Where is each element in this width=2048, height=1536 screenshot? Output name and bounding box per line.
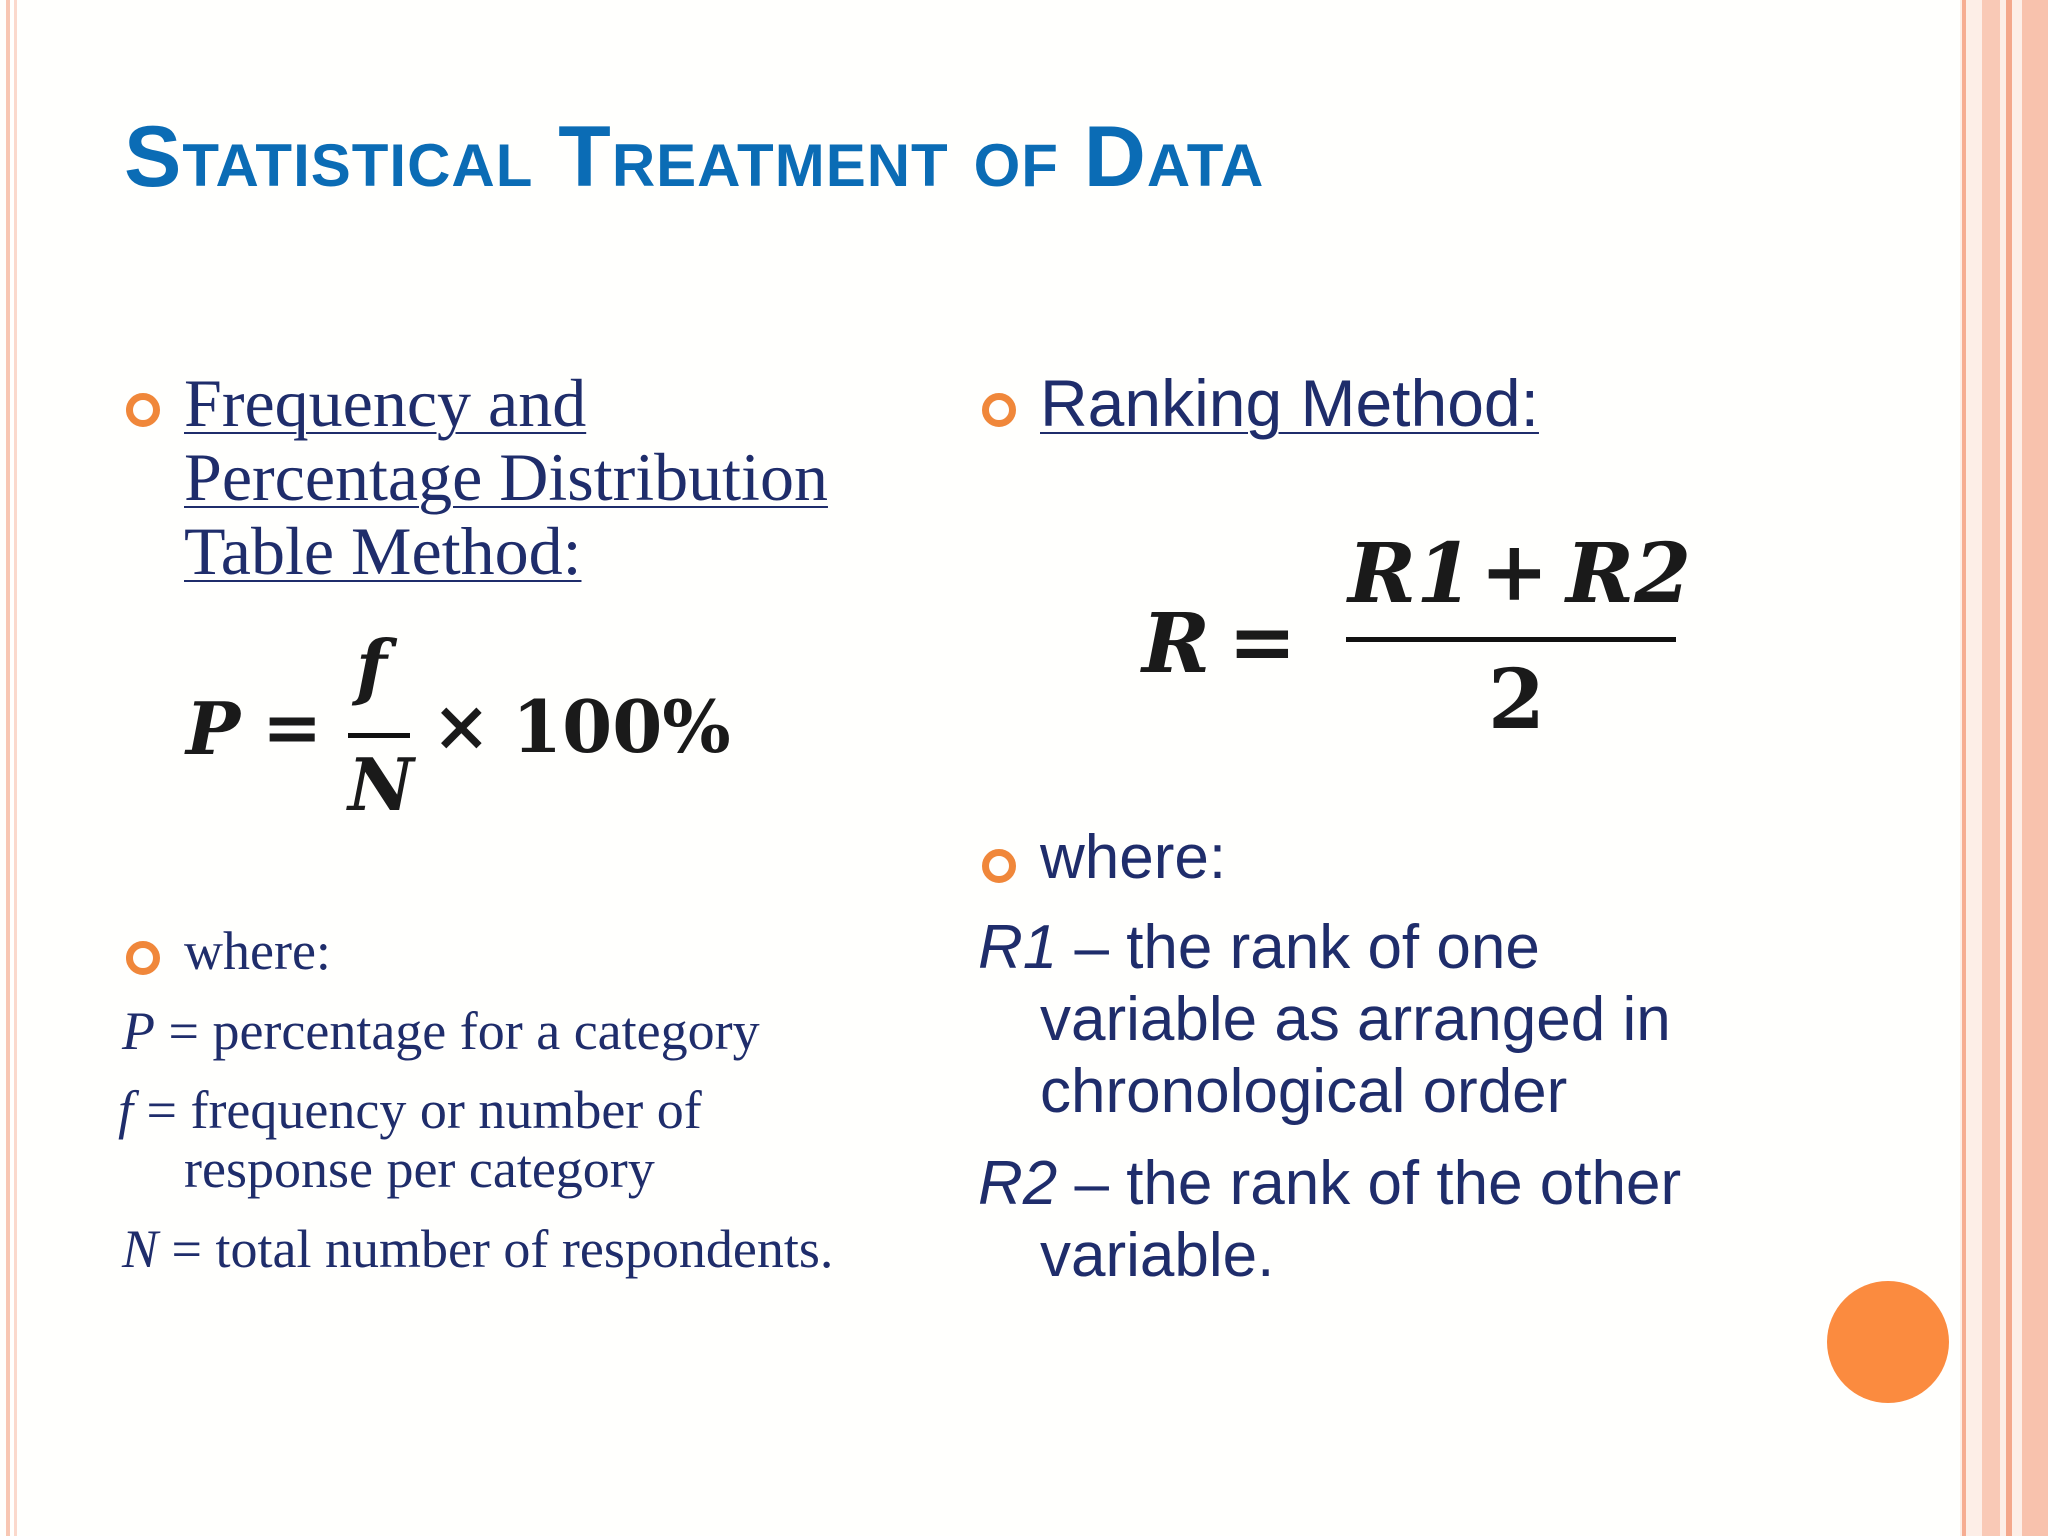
definition-r1-continuation: chronological order (1040, 1057, 1568, 1126)
definition-text: = percentage for a category (155, 1001, 760, 1061)
definition-r2-continuation: variable. (1040, 1221, 1275, 1290)
definition-symbol: R1 (978, 913, 1058, 982)
decorative-circle (1827, 1281, 1949, 1403)
right-border-stripe-4 (2022, 0, 2048, 1536)
formula-equals: = (1228, 594, 1297, 690)
definition-symbol: R2 (978, 1149, 1058, 1218)
bullet-icon (982, 849, 1016, 883)
fraction-bar (348, 733, 410, 738)
definition-symbol: f (118, 1080, 134, 1140)
definition-symbol: N (122, 1219, 159, 1279)
bullet-icon (126, 393, 160, 427)
formula-denominator: 2 (1488, 652, 1546, 748)
formula-lhs: R (1142, 596, 1211, 692)
definition-p (122, 1000, 760, 1062)
formula-numerator-a: R1 (1348, 526, 1474, 622)
bullet-icon (982, 393, 1016, 427)
formula-denominator: N (348, 742, 414, 827)
right-border-stripe-1 (1962, 0, 1966, 1536)
formula-constant: 100% (512, 684, 731, 769)
left-heading (184, 366, 874, 588)
definition-n (122, 1218, 833, 1280)
left-heading-line: Table Method: (184, 513, 582, 589)
slide-title: Statistical Treatment of Data (124, 109, 1265, 205)
left-heading-line: Percentage Distribution (184, 439, 828, 515)
definition-text: – the rank of one (1057, 913, 1540, 982)
definition-f (118, 1079, 702, 1141)
definition-r1-continuation: variable as arranged in (1040, 985, 1671, 1054)
right-border-stripe-3 (2006, 0, 2012, 1536)
definition-r1 (978, 912, 1540, 983)
formula-numerator: f (356, 624, 387, 709)
formula-equals: = (262, 684, 323, 769)
definition-symbol: P (122, 1001, 155, 1061)
right-border-stripe-2 (1982, 0, 2000, 1536)
formula-plus: + (1480, 524, 1549, 620)
right-heading: Ranking Method: (1040, 366, 1539, 440)
right-where-label: where: (1040, 823, 1227, 892)
left-border-stripe (6, 0, 10, 1536)
definition-text: = total number of respondents. (158, 1219, 834, 1279)
definition-text: = frequency or number of (133, 1080, 702, 1140)
definition-r2 (978, 1148, 1681, 1219)
left-where-label: where: (184, 921, 331, 981)
formula-numerator-b: R2 (1566, 526, 1692, 622)
definition-text: – the rank of the other (1057, 1149, 1682, 1218)
bullet-icon (126, 941, 160, 975)
formula-times: × (432, 684, 491, 767)
left-border-stripe-inner (14, 0, 17, 1536)
fraction-bar (1346, 637, 1676, 642)
definition-f-continuation: response per category (184, 1139, 655, 1199)
formula-lhs: P (186, 686, 241, 771)
left-heading-line: Frequency and (184, 365, 587, 441)
